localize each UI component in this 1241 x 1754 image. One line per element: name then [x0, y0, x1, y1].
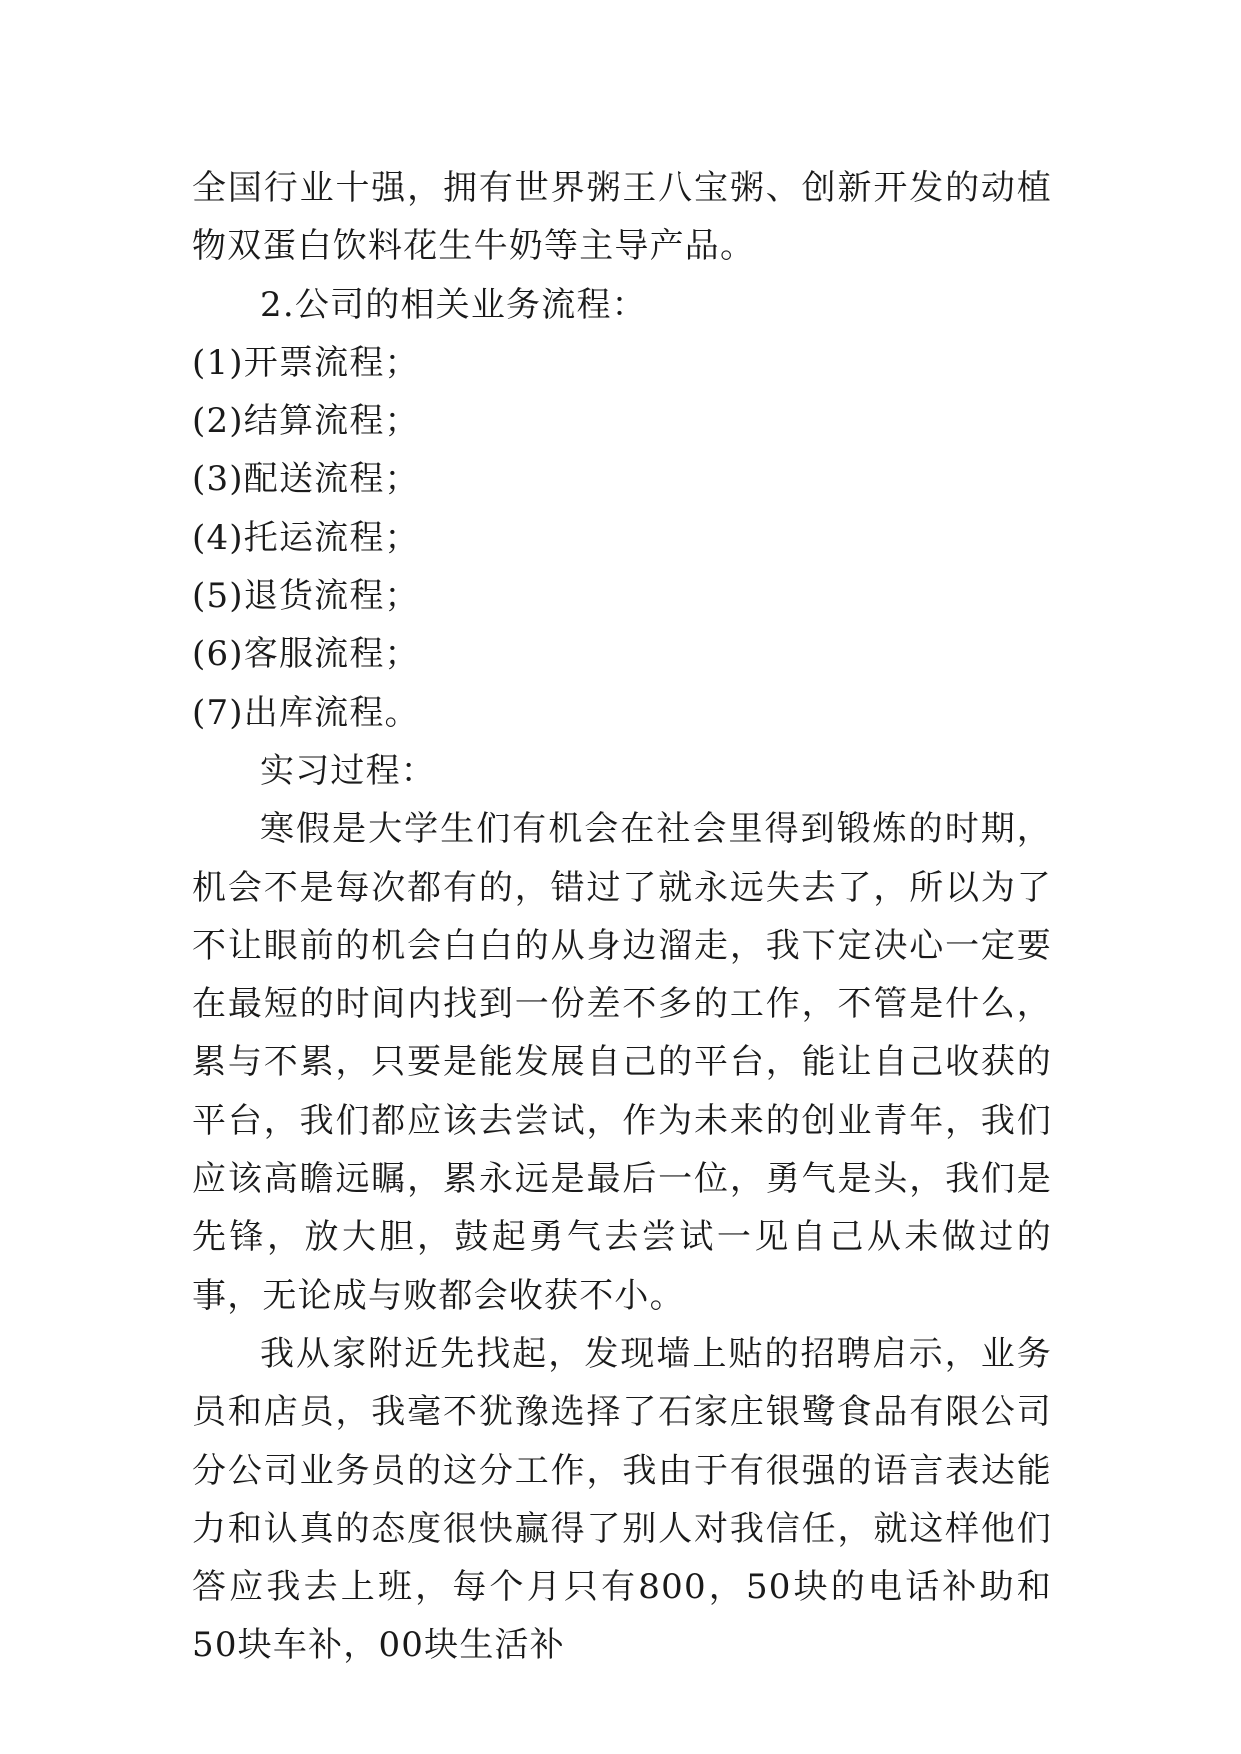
list-item-returns: (5)退货流程；	[192, 576, 420, 617]
list-item-delivery: (3)配送流程；	[192, 459, 420, 500]
paragraph-winter-vacation: 寒假是大学生们有机会在社会里得到锻炼的时期，机会不是每次都有的，错过了就永远失去了，所以为了不让眼前的机会白白的从身边溜走，我下定决心一定要在最短的时间内找到一份差不多的工作，不管是什么，累与不累，只要是能发展自己的平台，能让自己收获的平台，我们都应该去尝试，作为未来的创业青年，我们应该高瞻远瞩，累永远是最后一位，勇气是头，我们是先锋，放大胆，鼓起勇气去尝试一见自己从未做过的事，无论成与败都会收获不小。	[192, 809, 1052, 1316]
section-heading-internship-process: 实习过程：	[260, 750, 436, 791]
list-item-consignment: (4)托运流程；	[192, 517, 420, 558]
list-item-outbound: (7)出库流程。	[192, 692, 420, 733]
list-item-settlement: (2)结算流程；	[192, 401, 420, 442]
list-item-invoicing: (1)开票流程；	[192, 342, 420, 383]
list-item-customer-service: (6)客服流程；	[192, 634, 420, 675]
document-body	[192, 159, 1052, 1675]
paragraph-job-search: 我从家附近先找起，发现墙上贴的招聘启示，业务员和店员，我毫不犹豫选择了石家庄银鹭食品有限公司分公司业务员的这分工作，我由于有很强的语言表达能力和认真的态度很快赢得了别人对我信任，就这样他们答应我去上班，每个月只有800，50块的电话补助和50块车补，00块生活补	[192, 1333, 1052, 1666]
section-heading-business-process: 2.公司的相关业务流程：	[260, 284, 647, 325]
paragraph-company-intro: 全国行业十强，拥有世界粥王八宝粥、创新开发的动植物双蛋白饮料花生牛奶等主导产品。	[192, 168, 1052, 267]
